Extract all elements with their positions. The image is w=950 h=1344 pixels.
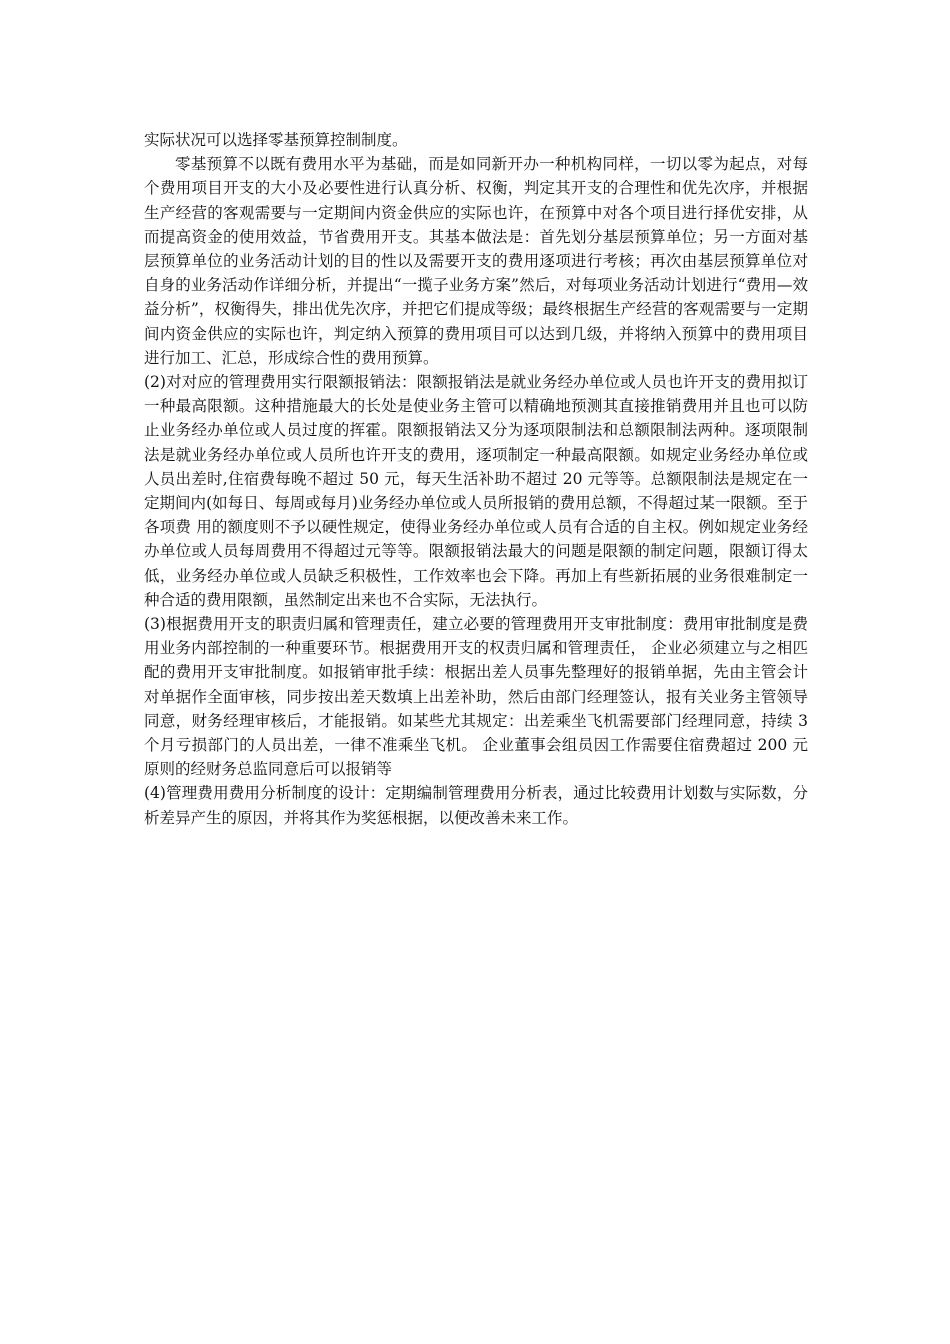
- paragraph-expense-analysis: (4)管理费用费用分析制度的设计：定期编制管理费用分析表，通过比较费用计划数与实际数，分析差异产生的原因，并将其作为奖惩根据，以便改善未来工作。: [144, 784, 808, 827]
- paragraph-zero-based-budget: 零基预算不以既有费用水平为基础，而是如同新开办一种机构同样，一切以零为起点，对每个费用项目开支的大小及必要性进行认真分析、权衡，判定其开支的合理性和优先次序，并根据生产经营的客观需要与一定期间内资金供应的实际也许，在预算中对各个项目进行择优安排，从而提高资金的使用效益，节省费用开支。其基本做法是：首先划分基层预算单位；另一方面对基层预算单位的业务活动计划的目的性以及需要开支的费用逐项进行考核；再次由基层预算单位对自身的业务活动作详细分析，并提出“一揽子业务方案”然后，对每项业务活动计划进行“费用—效益分析”，权衡得失，排出优先次序，并把它们提成等级；最终根据生产经营的客观需要与一定期间内资金供应的实际也许，判定纳入预算的费用项目可以达到几级，并将纳入预算中的费用项目进行加工、汇总，形成综合性的费用预算。: [144, 155, 808, 367]
- paragraph-approval-system: (3)根据费用开支的职责归属和管理责任，建立必要的管理费用开支审批制度：费用审批制度是费用业务内部控制的一种重要环节。根据费用开支的权责归属和管理责任， 企业必须建立与之相匹配的费用开支审批制度。如报销审批手续：根据出差人员事先整理好的报销单据，先由主管会计对单据作全面审核，同步按出差天数填上出差补助，然后由部门经理签认，报有关业务主管领导同意，财务经理审核后，才能报销。如某些尤其规定：出差乘坐飞机需要部门经理同意，持续 3 个月亏损部门的人员出差，一律不准乘坐飞机。 企业董事会组员因工作需要住宿费超过 200 元原则的经财务总监同意后可以报销等: [144, 615, 808, 779]
- document-body: [144, 128, 808, 830]
- paragraph-continuation: 实际状况可以选择零基预算控制制度。: [144, 131, 408, 149]
- paragraph-limit-reimbursement: (2)对对应的管理费用实行限额报销法：限额报销法是就业务经办单位或人员也许开支的费用拟订一种最高限额。这种措施最大的长处是使业务主管可以精确地预测其直接推销费用并且也可以防止业务经办单位或人员过度的挥霍。限额报销法又分为逐项限制法和总额限制法两种。逐项限制法是就业务经办单位或人员所也许开支的费用，逐项制定一种最高限额。如规定业务经办单位或人员出差时,住宿费每晚不超过 50 元，每天生活补助不超过 20 元等等。总额限制法是规定在一定期间内(如每日、每周或每月)业务经办单位或人员所报销的费用总额，不得超过某一限额。至于各项费 用的额度则不予以硬性规定，使得业务经办单位或人员有合适的自主权。例如规定业务经办单位或人员每周费用不得超过元等等。限额报销法最大的问题是限额的制定问题，限额订得太低，业务经办单位或人员缺乏积极性，工作效率也会下降。再加上有些新拓展的业务很难制定一种合适的费用限额，虽然制定出来也不合实际，无法执行。: [144, 373, 808, 609]
